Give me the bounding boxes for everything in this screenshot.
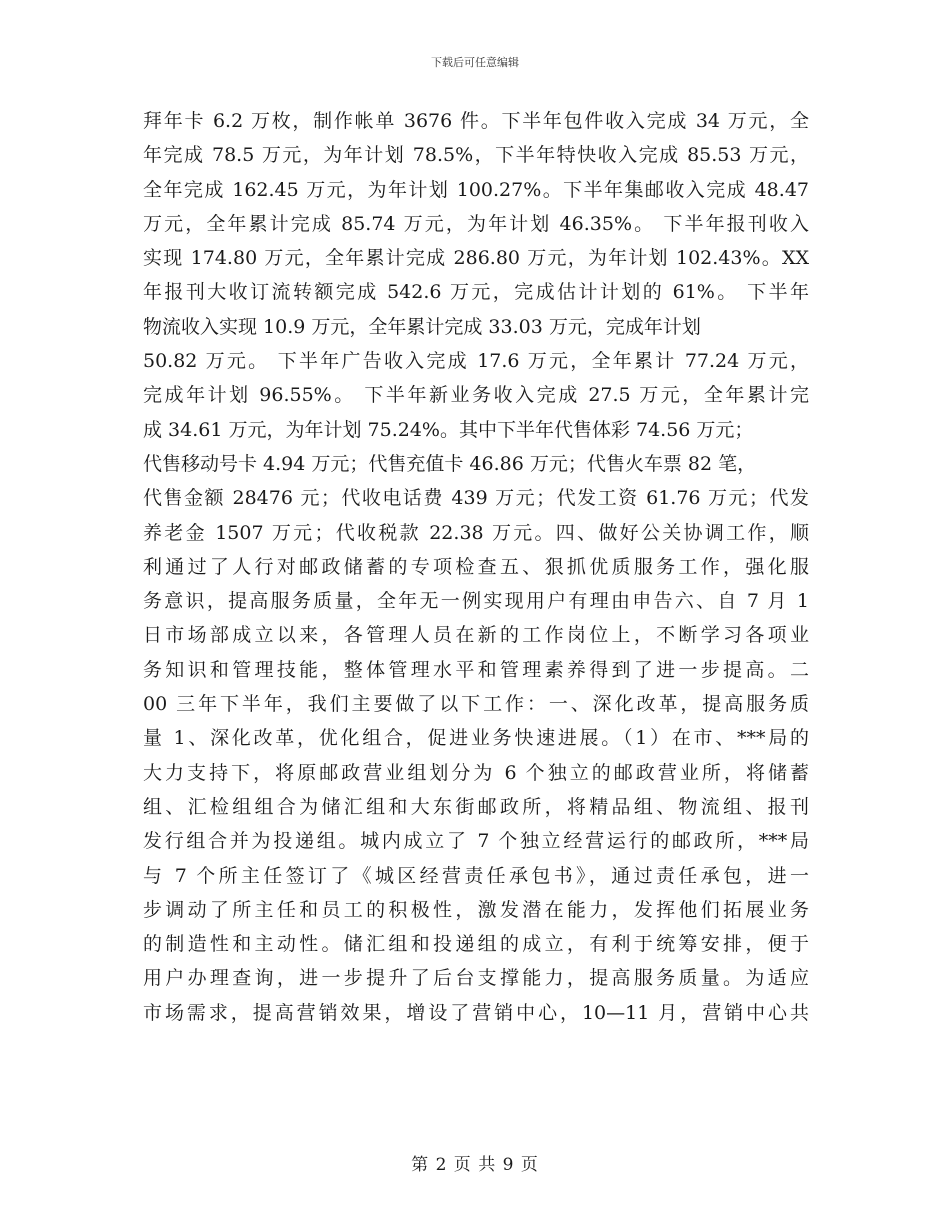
body-line: 物流收入实现 10.9 万元，全年累计完成 33.03 万元，完成年计划 [143, 315, 701, 338]
body-line: 大力支持下，将原邮政营业组划分为 6 个独立的邮政营业所，将储蓄 [143, 761, 809, 784]
body-line: 全年完成 162.45 万元，为年计划 100.27%。下半年集邮收入完成 48.47 [143, 178, 809, 201]
body-line: 日市场部成立以来，各管理人员在新的工作岗位上，不断学习各项业 [143, 624, 809, 647]
body-line: 拜年卡 6.2 万枚，制作帐单 3676 件。下半年包件收入完成 34 万元，全 [143, 110, 809, 132]
body-line: 发行组合并为投递组。城内成立了 7 个独立经营运行的邮政所，***局 [143, 830, 809, 853]
body-line: 代售移动号卡 4.94 万元；代售充值卡 46.86 万元；代售火车票 82 笔， [143, 452, 757, 475]
body-line: 年报刊大收订流转额完成 542.6 万元，完成估计计划的 61%。 下半年 [143, 281, 809, 304]
body-line: 与 7 个所主任签订了《城区经营责任承包书》，通过责任承包，进一 [143, 864, 809, 887]
body-line: 50.82 万元。 下半年广告收入完成 17.6 万元，全年累计 77.24 万元， [143, 350, 809, 373]
body-line: 市场需求，提高营销效果，增设了营销中心，10—11 月，营销中心共 [143, 1001, 809, 1024]
document-body [143, 104, 809, 1030]
body-line: 步调动了所主任和员工的积极性，激发潜在能力，发挥他们拓展业务 [143, 898, 809, 921]
page-header: 下载后可任意编辑 [431, 56, 519, 69]
body-line: 年完成 78.5 万元，为年计划 78.5%，下半年特快收入完成 85.53 万元， [143, 144, 809, 167]
body-line: 成 34.61 万元，为年计划 75.24%。其中下半年代售体彩 74.56 万元； [143, 418, 754, 441]
page-number: 第 2 页 共 9 页 [411, 1155, 539, 1175]
body-line: 务知识和管理技能，整体管理水平和管理素养得到了进一步提高。二 [143, 658, 809, 681]
body-line: 量 1、深化改革，优化组合，促进业务快速进展。（1）在市、***局的 [143, 727, 809, 750]
body-line: 完成年计划 96.55%。 下半年新业务收入完成 27.5 万元，全年累计完 [143, 384, 809, 407]
body-line: 实现 174.80 万元，全年累计完成 286.80 万元，为年计划 102.43%。XX [143, 247, 809, 270]
body-line: 代售金额 28476 元；代收电话费 439 万元；代发工资 61.76 万元；代发 [143, 487, 809, 510]
body-line: 务意识，提高服务质量，全年无一例实现用户有理由申告六、自 7 月 1 [143, 590, 809, 613]
body-line: 万元，全年累计完成 85.74 万元，为年计划 46.35%。 下半年报刊收入 [143, 212, 809, 235]
body-line: 组、汇检组组合为储汇组和大东街邮政所，将精品组、物流组、报刊 [143, 795, 809, 818]
body-line: 用户办理查询，进一步提升了后台支撑能力，提高服务质量。为适应 [143, 967, 809, 990]
body-line: 养老金 1507 万元；代收税款 22.38 万元。四、做好公关协调工作，顺 [143, 521, 809, 544]
body-line: 00 三年下半年，我们主要做了以下工作：一、深化改革，提高服务质 [143, 693, 809, 716]
body-line: 利通过了人行对邮政储蓄的专项检查五、狠抓优质服务工作，强化服 [143, 555, 809, 578]
body-line: 的制造性和主动性。储汇组和投递组的成立，有利于统筹安排，便于 [143, 933, 809, 956]
